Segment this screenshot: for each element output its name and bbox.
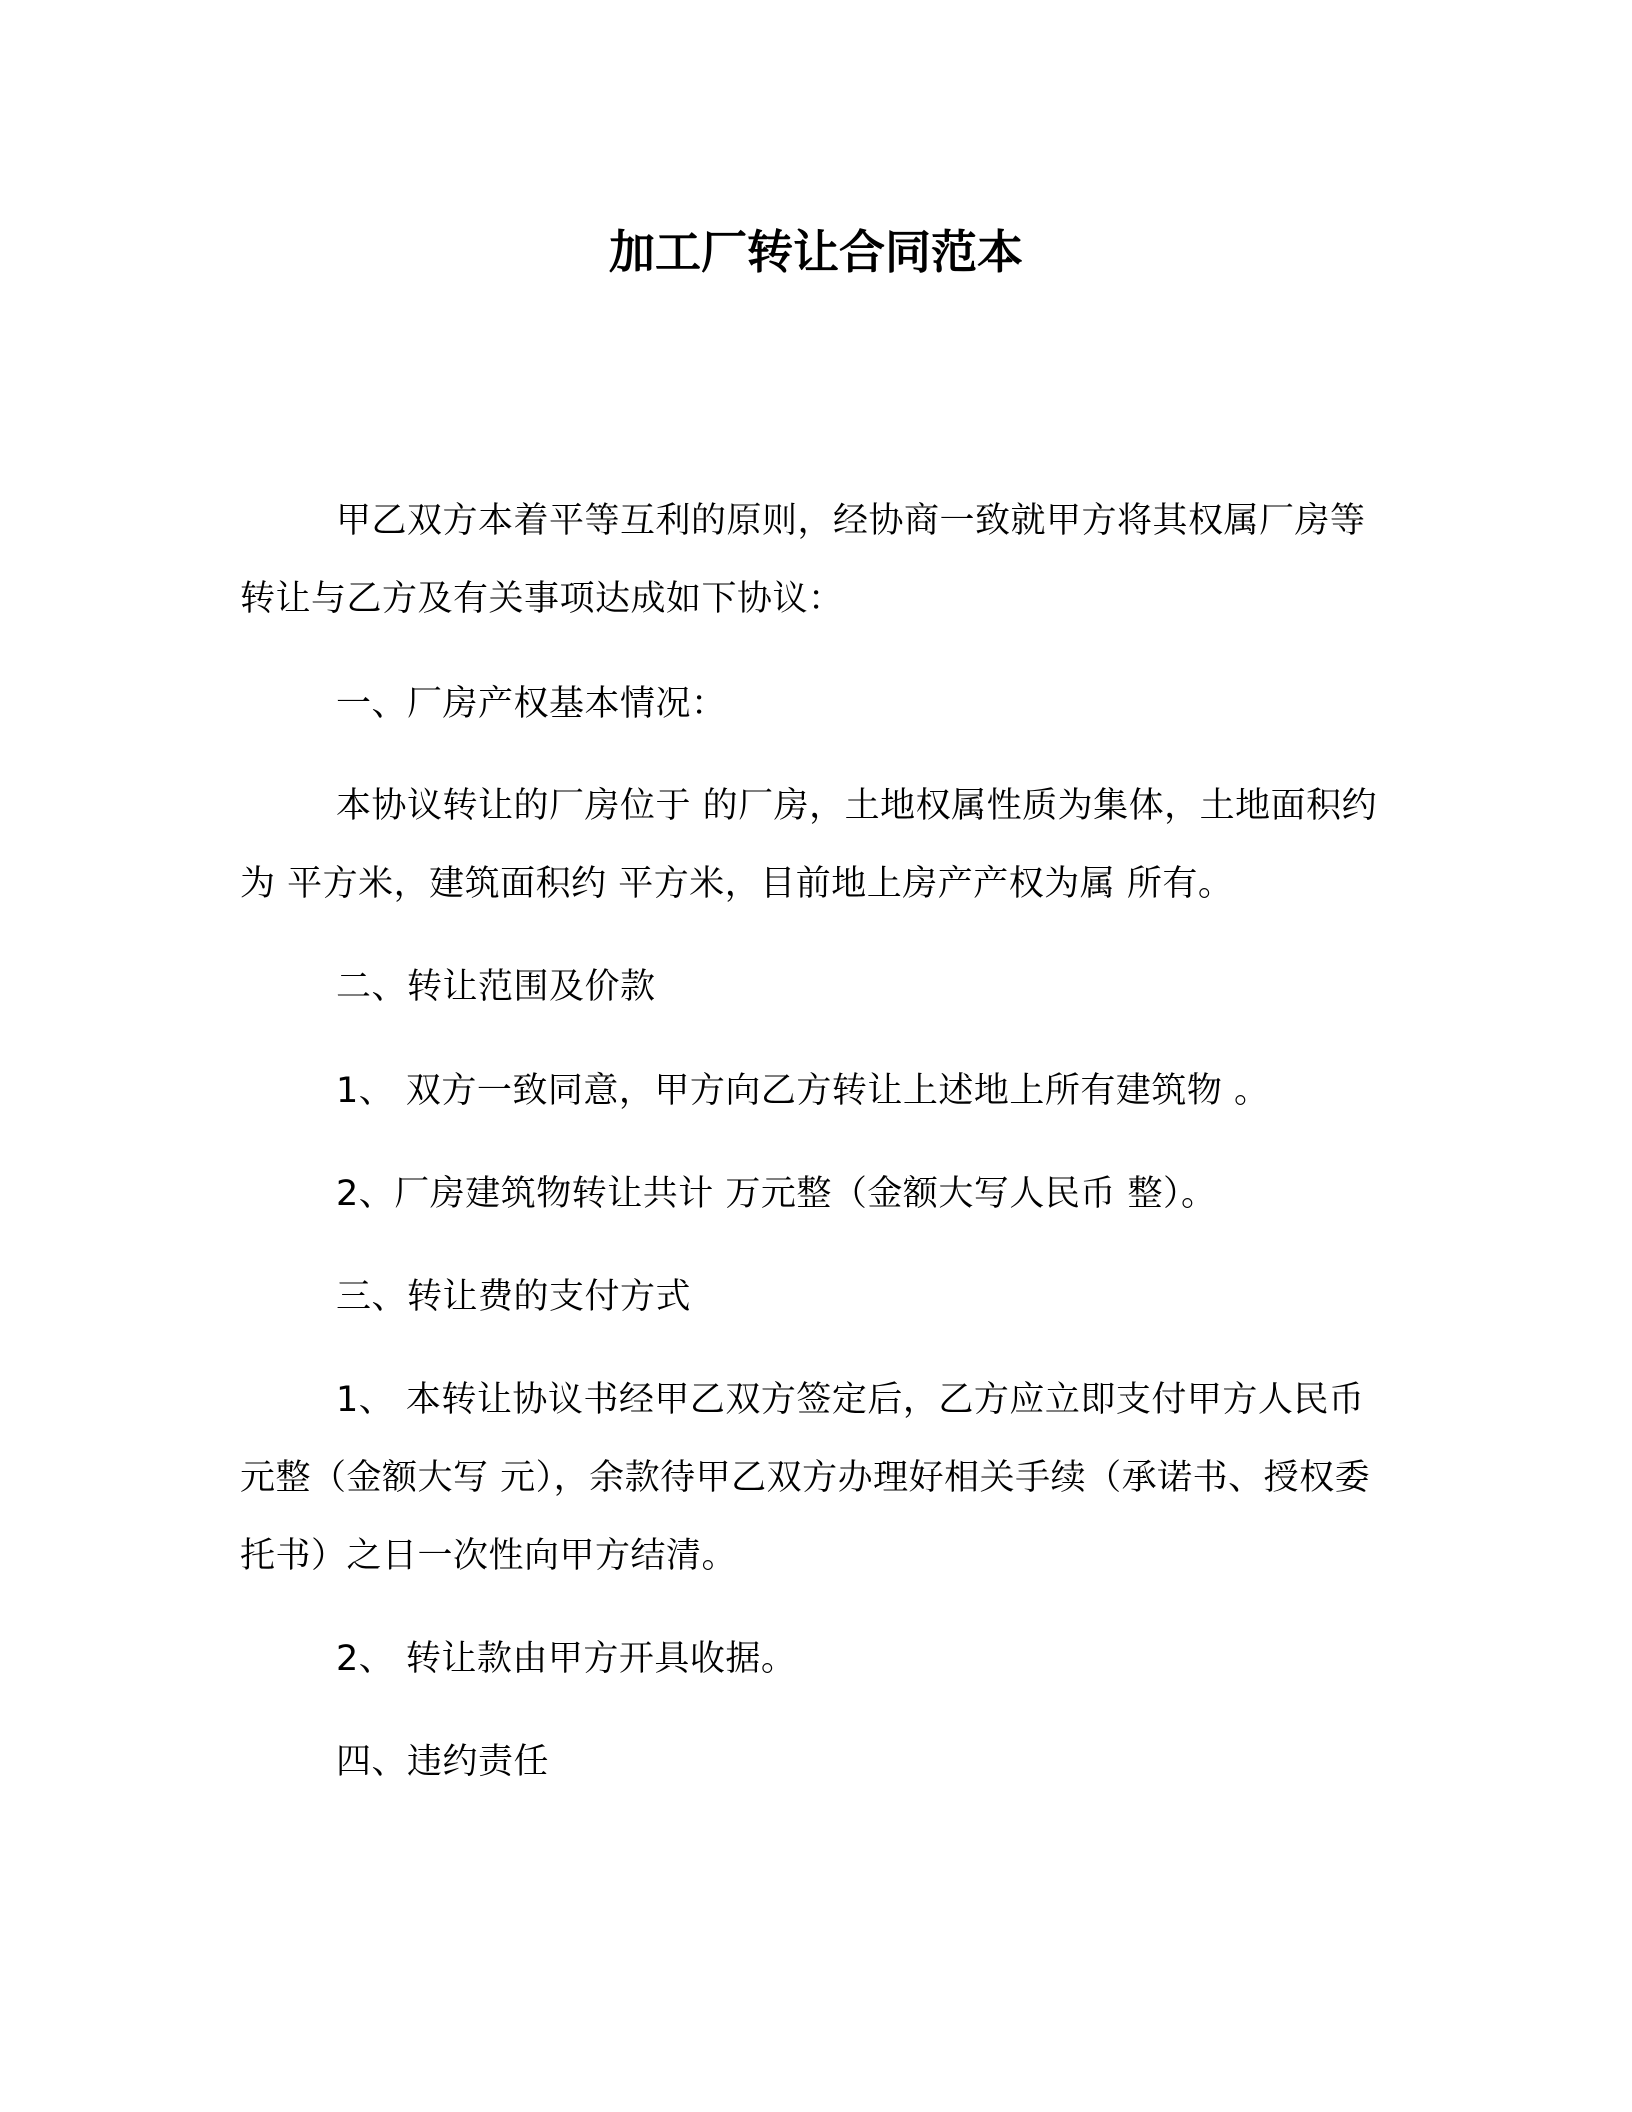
section2-heading: 二、转让范围及价款 — [336, 967, 656, 1007]
section3-item2: 2、 转让款由甲方开具收据。 — [336, 1639, 797, 1679]
section2-item2: 2、厂房建筑物转让共计 万元整（金额大写人民币 整）。 — [336, 1174, 1217, 1214]
section2-item1: 1、 双方一致同意，甲方向乙方转让上述地上所有建筑物 。 — [336, 1071, 1270, 1111]
section3-item1: 1、 本转让协议书经甲乙双方签定后，乙方应立即支付甲方人民币 元整（金额大写 元），余款待甲乙双方办理好相关手续（承诺书、授权委托书）之日一次性向甲方结清。 — [240, 1380, 1371, 1576]
document-title: 加工厂转让合同范本 — [609, 225, 1023, 279]
section4-heading: 四、违约责任 — [336, 1742, 550, 1782]
intro-paragraph: 甲乙双方本着平等互利的原则，经协商一致就甲方将其权属厂房等转让与乙方及有关事项达成如下协议： — [240, 501, 1366, 619]
section1-heading: 一、厂房产权基本情况： — [336, 684, 727, 724]
section1-paragraph: 本协议转让的厂房位于 的厂房，土地权属性质为集体，土地面积约为 平方米，建筑面积约 平方米，目前地上房产产权为属 所有。 — [240, 786, 1378, 904]
section3-heading: 三、转让费的支付方式 — [336, 1277, 692, 1317]
